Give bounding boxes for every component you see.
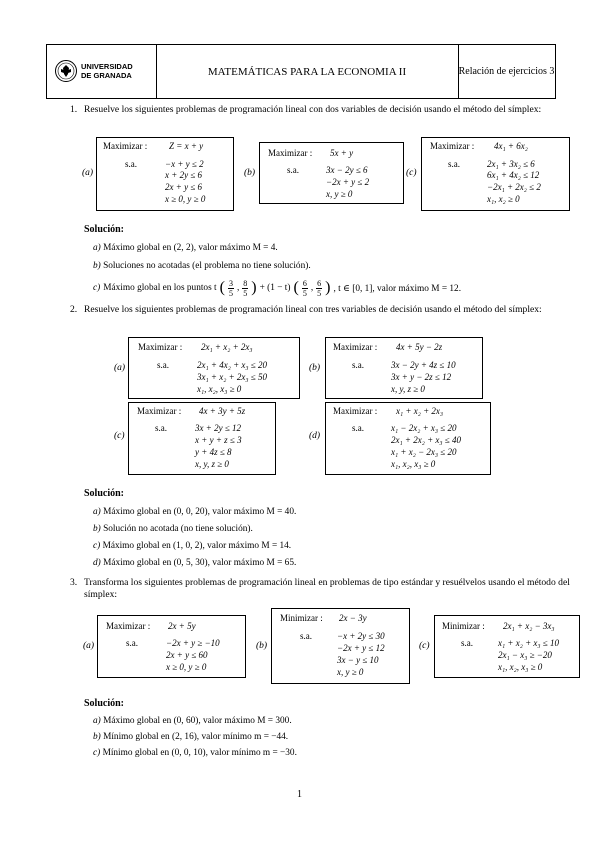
constraint: x, y ≥ 0 [337, 667, 364, 677]
paren-close: ) [325, 279, 331, 296]
constraint: x₁ − 2x₂ + x₃ ≤ 20 [391, 423, 457, 433]
constraint: x₁, x₂, x₃ ≥ 0 [391, 459, 436, 469]
constraint: 2x + y ≤ 60 [166, 650, 208, 660]
q2-answer-c [93, 541, 291, 551]
answer-label: c) [93, 748, 101, 758]
objective-label: Maximizar : [268, 148, 313, 158]
paren-close: ) [251, 279, 257, 296]
q2-answer-b [93, 524, 253, 534]
fraction [242, 279, 248, 298]
subject-to-label: s.a. [352, 423, 364, 433]
constraint: x, y, z ≥ 0 [195, 459, 229, 469]
answer-text: Máximo global en (0, 5, 30), valor máximo M = 65. [103, 558, 297, 568]
q1-answer-a [93, 243, 278, 253]
constraint: 3x − 2y + 4z ≤ 10 [391, 360, 456, 370]
numerator: 8 [243, 278, 248, 288]
constraint: 2x₁ + 4x₂ + x₃ ≤ 20 [197, 360, 267, 370]
university-seal-icon [55, 60, 77, 82]
numerator: 6 [302, 278, 307, 288]
constraint: −2x + y ≤ 2 [326, 177, 370, 187]
objective-function: x₁ + x₂ + 2x₃ [396, 406, 444, 416]
q2-a-problem [128, 337, 300, 399]
answer-label: c) [93, 283, 101, 293]
objective-function: 4x + 3y + 5z [199, 406, 246, 416]
objective-label: Maximizar : [106, 621, 151, 631]
denominator: 5 [302, 288, 307, 298]
university-name [81, 62, 133, 80]
q2-text: Resuelve los siguientes problemas de programación lineal con tres variables de decisión usando el método del símplex: [84, 304, 542, 315]
q2-c-label: (c) [114, 431, 125, 441]
objective-label: Maximizar : [103, 141, 148, 151]
q3-b-problem [271, 608, 410, 684]
constraint: −2x + y ≥ −10 [166, 638, 220, 648]
constraint: x + y + z ≤ 3 [195, 435, 242, 445]
objective-function: 2x − 3y [339, 613, 367, 623]
answer-text: Máximo global en (1, 0, 2), valor máximo M = 14. [102, 541, 292, 551]
constraint: 6x₁ + 4x₂ ≤ 12 [487, 170, 540, 180]
paren-open: ( [293, 279, 299, 296]
answer-text: + (1 − t) [259, 283, 291, 293]
constraint: −2x + y ≤ 12 [337, 643, 385, 653]
constraint: x ≥ 0, y ≥ 0 [165, 194, 206, 204]
q1-a-problem [96, 137, 234, 211]
fraction [316, 279, 322, 298]
q3-answer-b [93, 732, 288, 742]
relation-title: Relación de ejercicios 3 [458, 66, 555, 77]
objective-label: Minimizar : [442, 621, 485, 631]
page-number: 1 [297, 789, 302, 800]
comma: , [310, 283, 314, 293]
constraint: x ≥ 0, y ≥ 0 [166, 662, 207, 672]
q2-d-problem [325, 402, 491, 475]
q2-a-label: (a) [114, 363, 126, 373]
subject-to-label: s.a. [155, 423, 167, 433]
subject-to-label: s.a. [461, 638, 473, 648]
subject-to-label: s.a. [287, 165, 299, 175]
objective-label: Maximizar : [138, 342, 183, 352]
subject-to-label: s.a. [157, 360, 169, 370]
constraint: y + 4z ≤ 8 [195, 447, 232, 457]
objective-label: Maximizar : [333, 342, 378, 352]
q1-a-label: (a) [82, 168, 94, 178]
objective-function: 4x + 5y − 2z [396, 342, 443, 352]
q3-answer-c [93, 748, 297, 758]
answer-text: , t ∈ [0, 1], valor máximo M = 12. [333, 283, 462, 294]
answer-label: b) [93, 261, 101, 271]
answer-text: Mínimo global en (0, 0, 10), valor mínimo m = −30. [102, 748, 297, 758]
objective-label: Maximizar : [333, 406, 378, 416]
q1-b-problem [259, 142, 404, 204]
q1-text: Resuelve los siguientes problemas de programación lineal con dos variables de decisión usando el método del símplex: [84, 104, 542, 115]
denominator: 5 [228, 288, 233, 298]
constraint: 3x + y − 2z ≤ 12 [391, 372, 452, 382]
objective-function: Z = x + y [169, 141, 204, 151]
q1-c-problem [421, 137, 570, 211]
constraint: 2x + y ≤ 6 [165, 182, 203, 192]
constraint: 3x₁ + x₂ + 2x₃ ≤ 50 [197, 372, 267, 382]
q2-answer-d [93, 558, 296, 568]
constraint: x, y ≥ 0 [326, 189, 353, 199]
q3-c-label: (c) [419, 641, 430, 651]
answer-label: a) [93, 507, 101, 517]
subject-to-label: s.a. [125, 159, 137, 169]
answer-text: Máximo global en (0, 60), valor máximo M = 300. [103, 716, 292, 726]
q3-text: Transforma los siguientes problemas de programación lineal en problemas de tipo estándar y resuélvelos usando el método del símplex: [84, 577, 570, 600]
objective-function: 5x + y [330, 148, 354, 158]
answer-text: Solución no acotada (no tiene solución). [103, 524, 253, 534]
answer-text: Máximo global en (2, 2), valor máximo M = 4. [103, 243, 278, 253]
constraint: 3x − 2y ≤ 6 [326, 165, 368, 175]
q1-answer-b [93, 261, 311, 271]
answer-label: a) [93, 243, 101, 253]
denominator: 5 [317, 288, 322, 298]
fraction [228, 279, 234, 298]
answer-label: b) [93, 524, 101, 534]
answer-text: Mínimo global en (2, 16), valor mínimo m = −44. [103, 732, 289, 742]
q2-solution-heading: Solución: [84, 488, 125, 499]
university-line2: DE GRANADA [81, 71, 132, 80]
paren-open: ( [219, 279, 225, 296]
subject-to-label: s.a. [126, 638, 138, 648]
constraint: −x + y ≤ 2 [165, 159, 204, 169]
objective-label: Maximizar : [430, 141, 475, 151]
q3-a-problem [97, 615, 246, 678]
answer-label: a) [93, 716, 101, 726]
constraint: 2x₁ + 3x₂ ≤ 6 [487, 159, 535, 169]
q3-answer-a [93, 716, 292, 726]
numerator: 3 [228, 278, 233, 288]
q3-a-label: (a) [83, 641, 95, 651]
constraint: x₁, x₂, x₃ ≥ 0 [498, 662, 543, 672]
q1-b-label: (b) [244, 168, 256, 178]
constraint: 2x₁ − x₃ ≥ −20 [498, 650, 552, 660]
constraint: x₁, x₂ ≥ 0 [487, 194, 520, 204]
answer-label: d) [93, 558, 101, 568]
constraint: 2x₁ + 2x₂ + x₃ ≤ 40 [391, 435, 461, 445]
numerator: 6 [317, 278, 322, 288]
objective-function: 2x₁ + x₂ + 2x₃ [201, 342, 253, 352]
q1-answer-c [93, 276, 461, 300]
q2-number: 2. [70, 304, 78, 315]
university-logo [47, 45, 157, 98]
constraint: x₁ + x₂ + x₃ ≤ 10 [498, 638, 559, 648]
q3-c-problem [434, 615, 580, 678]
subject-to-label: s.a. [300, 631, 312, 641]
q2-answer-a [93, 507, 296, 517]
answer-label: b) [93, 732, 101, 742]
q2-d-label: (d) [309, 431, 321, 441]
constraint: x₁ + x₂ − 2x₃ ≤ 20 [391, 447, 457, 457]
q1-solution-heading: Solución: [84, 224, 125, 235]
university-line1: UNIVERSIDAD [81, 62, 133, 71]
q3-number: 3. [70, 577, 78, 588]
subject-to-label: s.a. [448, 159, 460, 169]
objective-function: 2x + 5y [168, 621, 196, 631]
answer-text: Máximo global en los puntos t [103, 283, 217, 293]
answer-text: Soluciones no acotadas (el problema no tiene solución). [103, 261, 311, 271]
q2-b-problem [325, 337, 483, 399]
answer-text: Máximo global en (0, 0, 20), valor máximo M = 40. [103, 507, 297, 517]
objective-function: 2x₁ + x₂ − 3x₃ [503, 621, 555, 631]
objective-label: Minimizar : [280, 613, 323, 623]
q3-solution-heading: Solución: [84, 698, 125, 709]
q1-c-label: (c) [406, 168, 417, 178]
course-title: MATEMÁTICAS PARA LA ECONOMIA II [156, 45, 459, 98]
constraint: −2x₁ + 2x₂ ≤ 2 [487, 182, 541, 192]
q2-c-problem [128, 402, 276, 475]
constraint: x, y, z ≥ 0 [391, 384, 425, 394]
comma: , [236, 283, 240, 293]
objective-function: 4x₁ + 6x₂ [494, 141, 528, 151]
q3-b-label: (b) [256, 641, 268, 651]
subject-to-label: s.a. [352, 360, 364, 370]
q1-number: 1. [70, 104, 78, 115]
page-header [46, 44, 556, 99]
constraint: 3x − y ≤ 10 [337, 655, 379, 665]
answer-label: c) [93, 541, 101, 551]
constraint: −x + 2y ≤ 30 [337, 631, 385, 641]
q2-b-label: (b) [309, 363, 321, 373]
fraction [302, 279, 308, 298]
constraint: x + 2y ≤ 6 [165, 170, 203, 180]
constraint: 3x + 2y ≤ 12 [195, 423, 242, 433]
constraint: x₁, x₂, x₃ ≥ 0 [197, 384, 242, 394]
denominator: 5 [243, 288, 248, 298]
objective-label: Maximizar : [137, 406, 182, 416]
